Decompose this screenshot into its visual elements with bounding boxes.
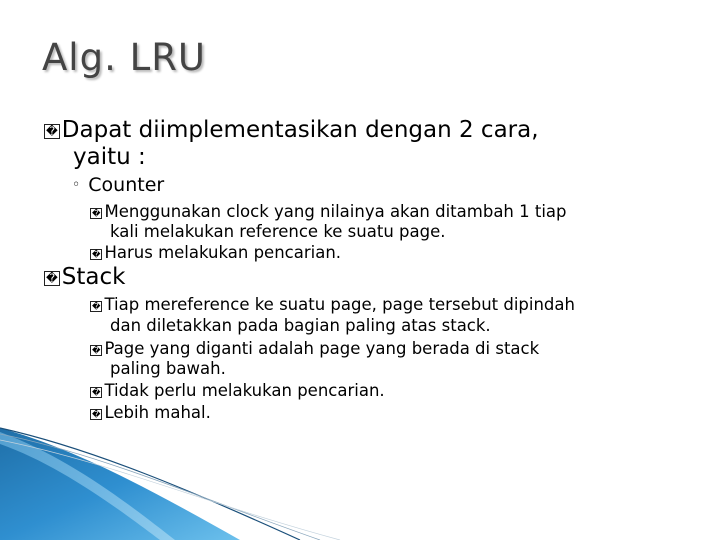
sub-bullet-label: Counter	[88, 174, 165, 196]
sub-bullet-counter	[72, 174, 164, 196]
circle-bullet-icon: ◦	[72, 176, 81, 193]
detail-item-diganti	[90, 339, 539, 358]
bullet-glyph: �	[46, 124, 58, 139]
detail-item-clock	[90, 202, 567, 221]
bullet-item-dapat-cont: yaitu :	[73, 144, 146, 170]
bullet-glyph: �	[92, 386, 101, 397]
detail-text: Page yang diganti adalah page yang berada di stack	[104, 339, 540, 358]
bullet-text: Stack	[61, 264, 126, 290]
detail-item-clock-cont: kali melakukan reference ke suatu page.	[110, 222, 446, 241]
bullet-glyph: �	[92, 248, 101, 259]
bullet-item-stack	[44, 264, 125, 290]
detail-text: Lebih mahal.	[104, 403, 211, 422]
detail-item-mereference	[90, 295, 575, 314]
bullet-glyph: �	[46, 271, 58, 286]
bullet-text: Dapat diimplementasikan dengan 2 cara,	[61, 117, 539, 143]
decorative-wave	[0, 410, 720, 540]
detail-item-diganti-cont: paling bawah.	[110, 359, 226, 378]
bullet-item-dapat	[44, 117, 539, 143]
detail-item-pencarian	[90, 243, 341, 262]
slide-title: Alg. LRU	[42, 36, 207, 79]
detail-item-tidak-perlu	[90, 381, 385, 400]
bullet-glyph: �	[92, 300, 101, 311]
bullet-glyph: �	[92, 344, 101, 355]
detail-text: Menggunakan clock yang nilainya akan ditambah 1 tiap	[104, 202, 567, 221]
detail-item-mereference-cont: dan diletakkan pada bagian paling atas stack.	[110, 316, 491, 335]
bullet-glyph: �	[92, 408, 101, 419]
detail-text: Tidak perlu melakukan pencarian.	[104, 381, 385, 400]
detail-text: Tiap mereference ke suatu page, page tersebut dipindah	[104, 295, 575, 314]
detail-text: Harus melakukan pencarian.	[104, 243, 342, 262]
bullet-glyph: �	[92, 207, 101, 218]
